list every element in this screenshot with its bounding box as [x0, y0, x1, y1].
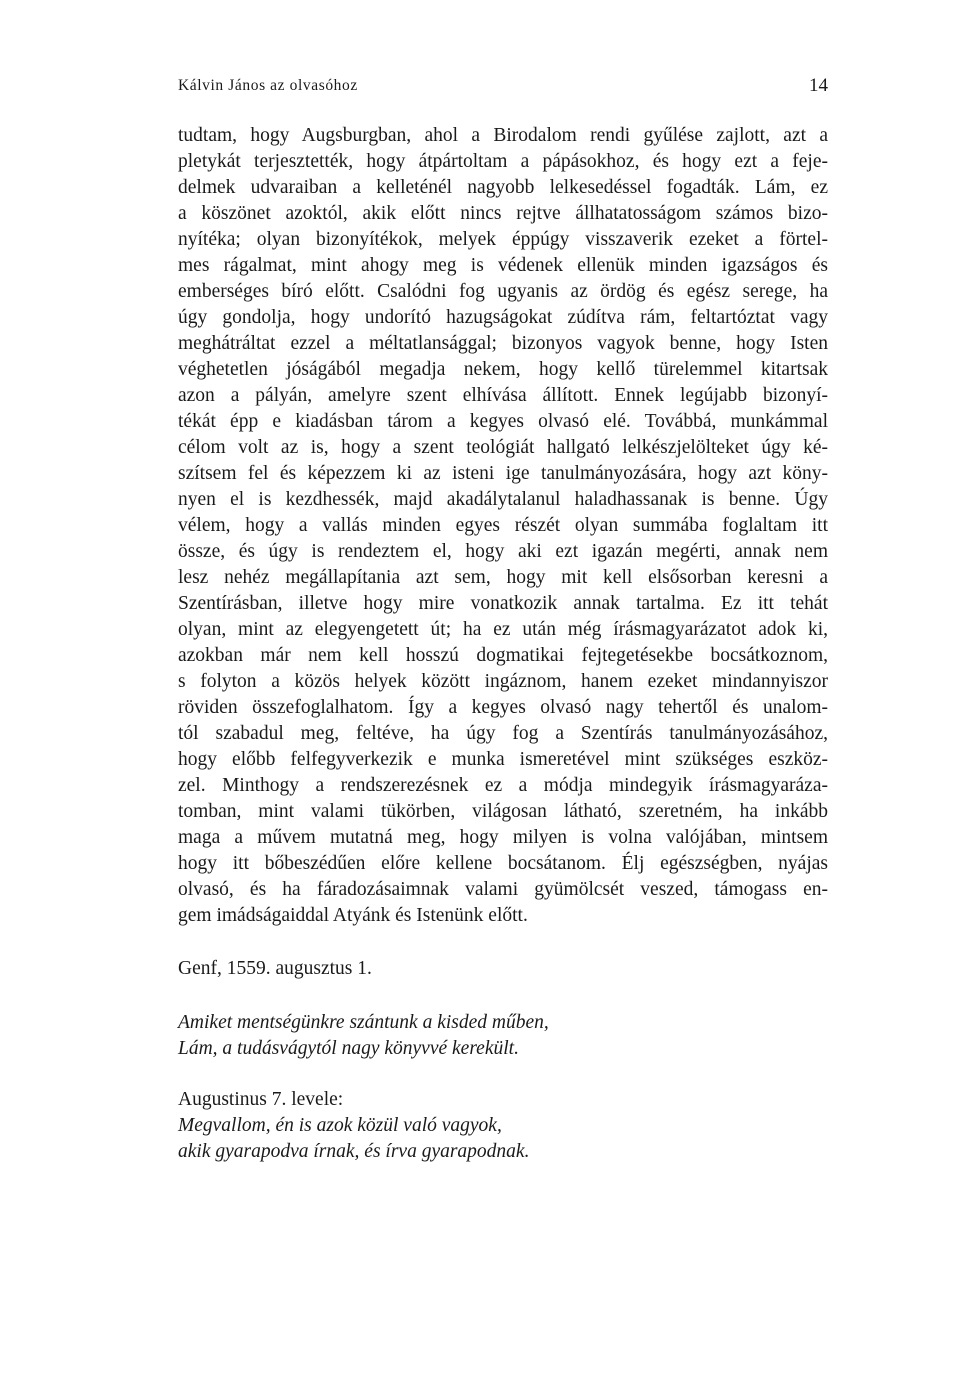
body-line: emberséges bíró előtt. Csalódni fog ugyanis az ördög és egész serege, ha [178, 281, 828, 302]
body-line: véghetetlen jóságából megadja nekem, hogy kellő türelemmel kitartsak [178, 359, 828, 380]
verse-line: Lám, a tudásvágytól nagy könyvvé kerekült. [178, 1038, 519, 1059]
body-line: gem imádságaiddal Atyánk és Istenünk előtt. [178, 905, 528, 926]
body-line: tudtam, hogy Augsburgban, ahol a Birodalom rendi gyűlése zajlott, azt a [178, 125, 828, 146]
body-line: hogy előbb felfegyverkezik e munka ismeretével mint szükséges eszköz- [178, 749, 828, 770]
body-line: tól szabadul meg, feltéve, ha úgy fog a Szentírás tanulmányozásához, [178, 723, 828, 744]
verse-line: Amiket mentségünkre szántunk a kisded műben, [178, 1012, 549, 1033]
body-line: lesz nehéz megállapítania azt sem, hogy mit kell elsősorban keresni a [178, 567, 828, 588]
body-line: vélem, hogy a vallás minden egyes részét olyan summába foglaltam itt [178, 515, 828, 536]
body-line: Szentírásban, illetve hogy mire vonatkozik annak tartalma. Ez itt tehát [178, 593, 828, 614]
body-line: szítsem fel és képezzem ki az isteni ige tanulmányozására, hogy azt köny- [178, 463, 828, 484]
body-line: s folyton a közös helyek között ingáznom, hanem ezeket mindannyiszor [178, 671, 828, 692]
body-line: zel. Minthogy a rendszerezésnek ez a módja mindegyik írásmagyaráza- [178, 775, 828, 796]
body-line: maga a művem mutatná meg, hogy milyen is volna valójában, mintsem [178, 827, 828, 848]
body-line: delmek udvaraiban a kelleténél nagyobb lelkesedéssel fogadták. Lám, ez [178, 177, 828, 198]
body-line: olyan, mint az elegyengetett út; ha ez után még írásmagyarázatot adok ki, [178, 619, 828, 640]
page-number: 14 [809, 75, 828, 96]
body-line: meghátráltat ezzel a méltatlansággal; bizonyos vagyok benne, hogy Isten [178, 333, 828, 354]
body-line: úgy gondolja, hogy undorító hazugságokat zúdítva rám, feltartóztat vagy [178, 307, 828, 328]
body-line: tomban, mint valami tükörben, világosan látható, szeretném, ha inkább [178, 801, 828, 822]
body-line: olvasó, és ha fáradozásaimnak valami gyümölcsét veszed, támogass en- [178, 879, 828, 900]
body-line: a köszönet azoktól, akik előtt nincs rejtve állhatatosságom számos bizo- [178, 203, 828, 224]
verse-line: Megvallom, én is azok közül való vagyok, [178, 1115, 502, 1136]
verse-line: akik gyarapodva írnak, és írva gyarapodnak. [178, 1141, 530, 1162]
body-line: pletykát terjesztették, hogy átpártoltam a pápásokhoz, és hogy ezt a feje- [178, 151, 828, 172]
dateline: Genf, 1559. augusztus 1. [178, 958, 372, 979]
body-line: azokban már nem kell hosszú dogmatikai fejtegetésekbe bocsátkoznom, [178, 645, 828, 666]
body-line: hogy itt bőbeszédűen előre kellene bocsátanom. Élj egészségben, nyájas [178, 853, 828, 874]
body-line: röviden összefoglalhatom. Így a kegyes olvasó nagy tehertől és unalom- [178, 697, 828, 718]
body-line: célom volt az is, hogy a szent teológiát hallgató lelkészjelölteket úgy ké- [178, 437, 828, 458]
quote-attribution: Augustinus 7. levele: [178, 1089, 344, 1110]
body-line: azon a pályán, amelyre szent elhívása állított. Ennek legújabb bizonyí- [178, 385, 828, 406]
running-title: Kálvin János az olvasóhoz [178, 77, 358, 94]
body-text [178, 123, 828, 929]
body-line: nyítéka; olyan bizonyítékok, melyek éppúgy visszaverik ezeket a förtel- [178, 229, 828, 250]
epigraph-verse [178, 1010, 549, 1062]
quote-verse [178, 1113, 529, 1165]
running-head [178, 75, 828, 99]
body-line: tékát épp e kiadásban tárom a kegyes olvasó elé. Továbbá, munkámmal [178, 411, 828, 432]
body-line: mes rágalmat, mint ahogy meg is védenek ellenük minden igazságos és [178, 255, 828, 276]
body-line: nyen el is kezdhessék, majd akadálytalanul haladhassanak is benne. Úgy [178, 489, 828, 510]
body-line: össze, és úgy is rendeztem el, hogy aki ezt igazán megérti, annak nem [178, 541, 828, 562]
